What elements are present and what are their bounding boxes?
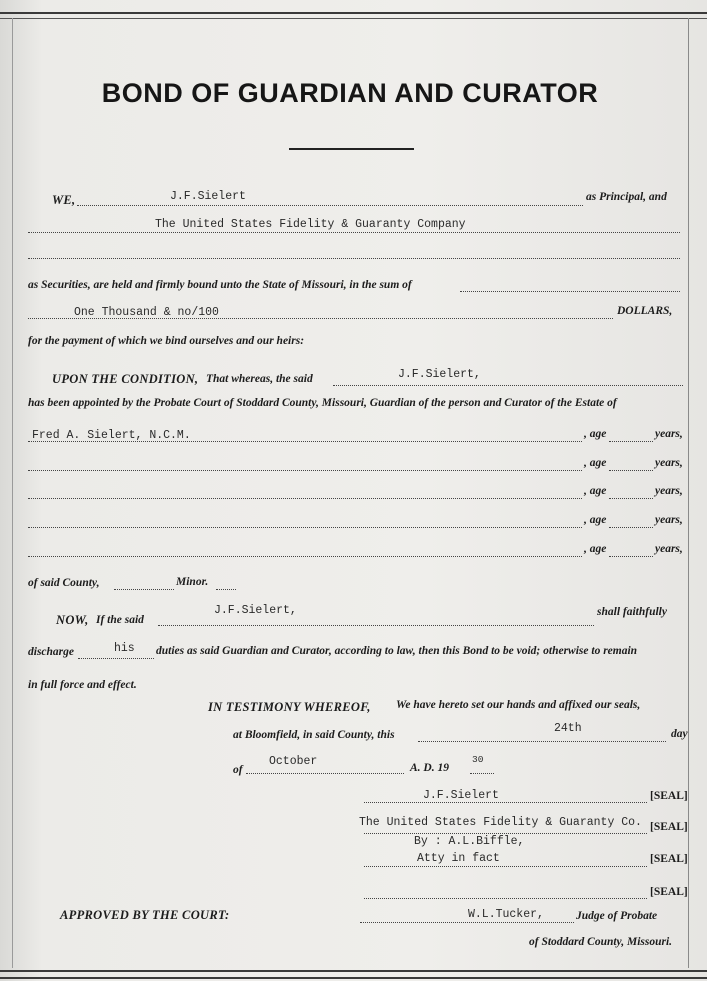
faithfully-label: shall faithfully [597,606,667,618]
judge-label: Judge of Probate [576,910,658,922]
ward-blank-5 [28,556,582,557]
duties-text: duties as said Guardian and Curator, according to law, then this Bond to be void; otherwise to remain [156,645,638,657]
years-label-1: years, [655,428,683,440]
years-label-2: years, [655,457,683,469]
signature-surety: The United States Fidelity & Guaranty Co. [359,816,642,829]
county-label: of Stoddard County, Missouri. [529,936,673,948]
as-principal-label: as Principal, and [586,191,667,203]
ad-label: A. D. 19 [410,762,449,774]
day-label: day [671,728,688,740]
now-name: J.F.Sielert, [214,604,297,617]
seal-label-2: [SEAL] [650,821,688,833]
payment-text: for the payment of which we bind ourselves and our heirs: [28,335,305,347]
of-county-label: of said County, [28,577,100,589]
signature-principal: J.F.Sielert [423,789,499,802]
of-label: of [233,764,243,776]
pronoun: his [114,642,135,655]
signature-line-1 [364,802,647,803]
title-underline [289,148,414,150]
age-label-1: , age [584,428,607,440]
year-blank [470,773,494,774]
surety-blank [28,232,680,233]
minor-trail [216,589,236,590]
ward-blank-4 [28,527,582,528]
signature-by: By : A.L.Biffle, [414,835,525,848]
judge-name: W.L.Tucker, [468,908,544,921]
place-text: at Bloomfield, in said County, this [233,729,395,741]
years-label-3: years, [655,485,683,497]
now-text: If the said [96,614,144,626]
age-label-3: , age [584,485,607,497]
county-blank [114,589,174,590]
condition-name: J.F.Sielert, [398,368,481,381]
top-border-rule [0,12,707,19]
condition-lead: UPON THE CONDITION, [52,372,199,386]
judge-signature-line [360,922,574,923]
age-blank-4 [609,527,653,528]
principal-blank [77,205,583,206]
surety-name: The United States Fidelity & Guaranty Company [155,218,466,231]
signature-line-3 [364,866,647,867]
ward-blank-2 [28,470,582,471]
force-text: in full force and effect. [28,679,137,691]
signature-line-4 [364,898,647,899]
age-label-2: , age [584,457,607,469]
signature-atty: Atty in fact [417,852,500,865]
ward-blank-3 [28,498,582,499]
age-blank-1 [609,441,653,442]
age-label-4: , age [584,514,607,526]
seal-label-3: [SEAL] [650,853,688,865]
minor-label: Minor. [176,576,209,588]
signature-line-2 [364,833,647,834]
condition-name-blank [333,385,683,386]
month-blank [246,773,404,774]
day-blank [418,741,666,742]
age-blank-3 [609,498,653,499]
year-value: 30 [472,754,484,765]
seal-label-4: [SEAL] [650,886,688,898]
right-margin-line [688,18,689,968]
blank-line-1 [28,258,680,259]
pronoun-blank [78,658,154,659]
document-title: BOND OF GUARDIAN AND CURATOR [101,78,599,108]
amount-written: One Thousand & no/100 [74,306,219,319]
condition-text: That whereas, the said [206,373,313,385]
sum-blank [460,291,680,292]
now-lead: NOW, [56,613,89,627]
years-label-4: years, [655,514,683,526]
years-label-5: years, [655,543,683,555]
principal-name: J.F.Sielert [170,190,246,203]
now-name-blank [158,625,594,626]
discharge-label: discharge [28,646,74,658]
appointed-text: has been appointed by the Probate Court of Stoddard County, Missouri, Guardian of the person and Curator of the Estate of [28,397,617,409]
age-label-5: , age [584,543,607,555]
seal-label-1: [SEAL] [650,790,688,802]
we-label: WE, [52,193,76,207]
dollars-label: DOLLARS, [617,305,673,317]
testimony-text: We have hereto set our hands and affixed our seals, [396,699,641,711]
bottom-border-rule [0,970,707,979]
approved-label: APPROVED BY THE COURT: [60,908,230,922]
ward-name: Fred A. Sielert, N.C.M. [32,429,191,442]
securities-text: as Securities, are held and firmly bound unto the State of Missouri, in the sum of [28,279,412,291]
testimony-lead: IN TESTIMONY WHEREOF, [208,700,371,714]
month-value: October [269,755,318,768]
left-margin-line [12,18,13,968]
age-blank-2 [609,470,653,471]
age-blank-5 [609,556,653,557]
day-value: 24th [554,722,582,735]
